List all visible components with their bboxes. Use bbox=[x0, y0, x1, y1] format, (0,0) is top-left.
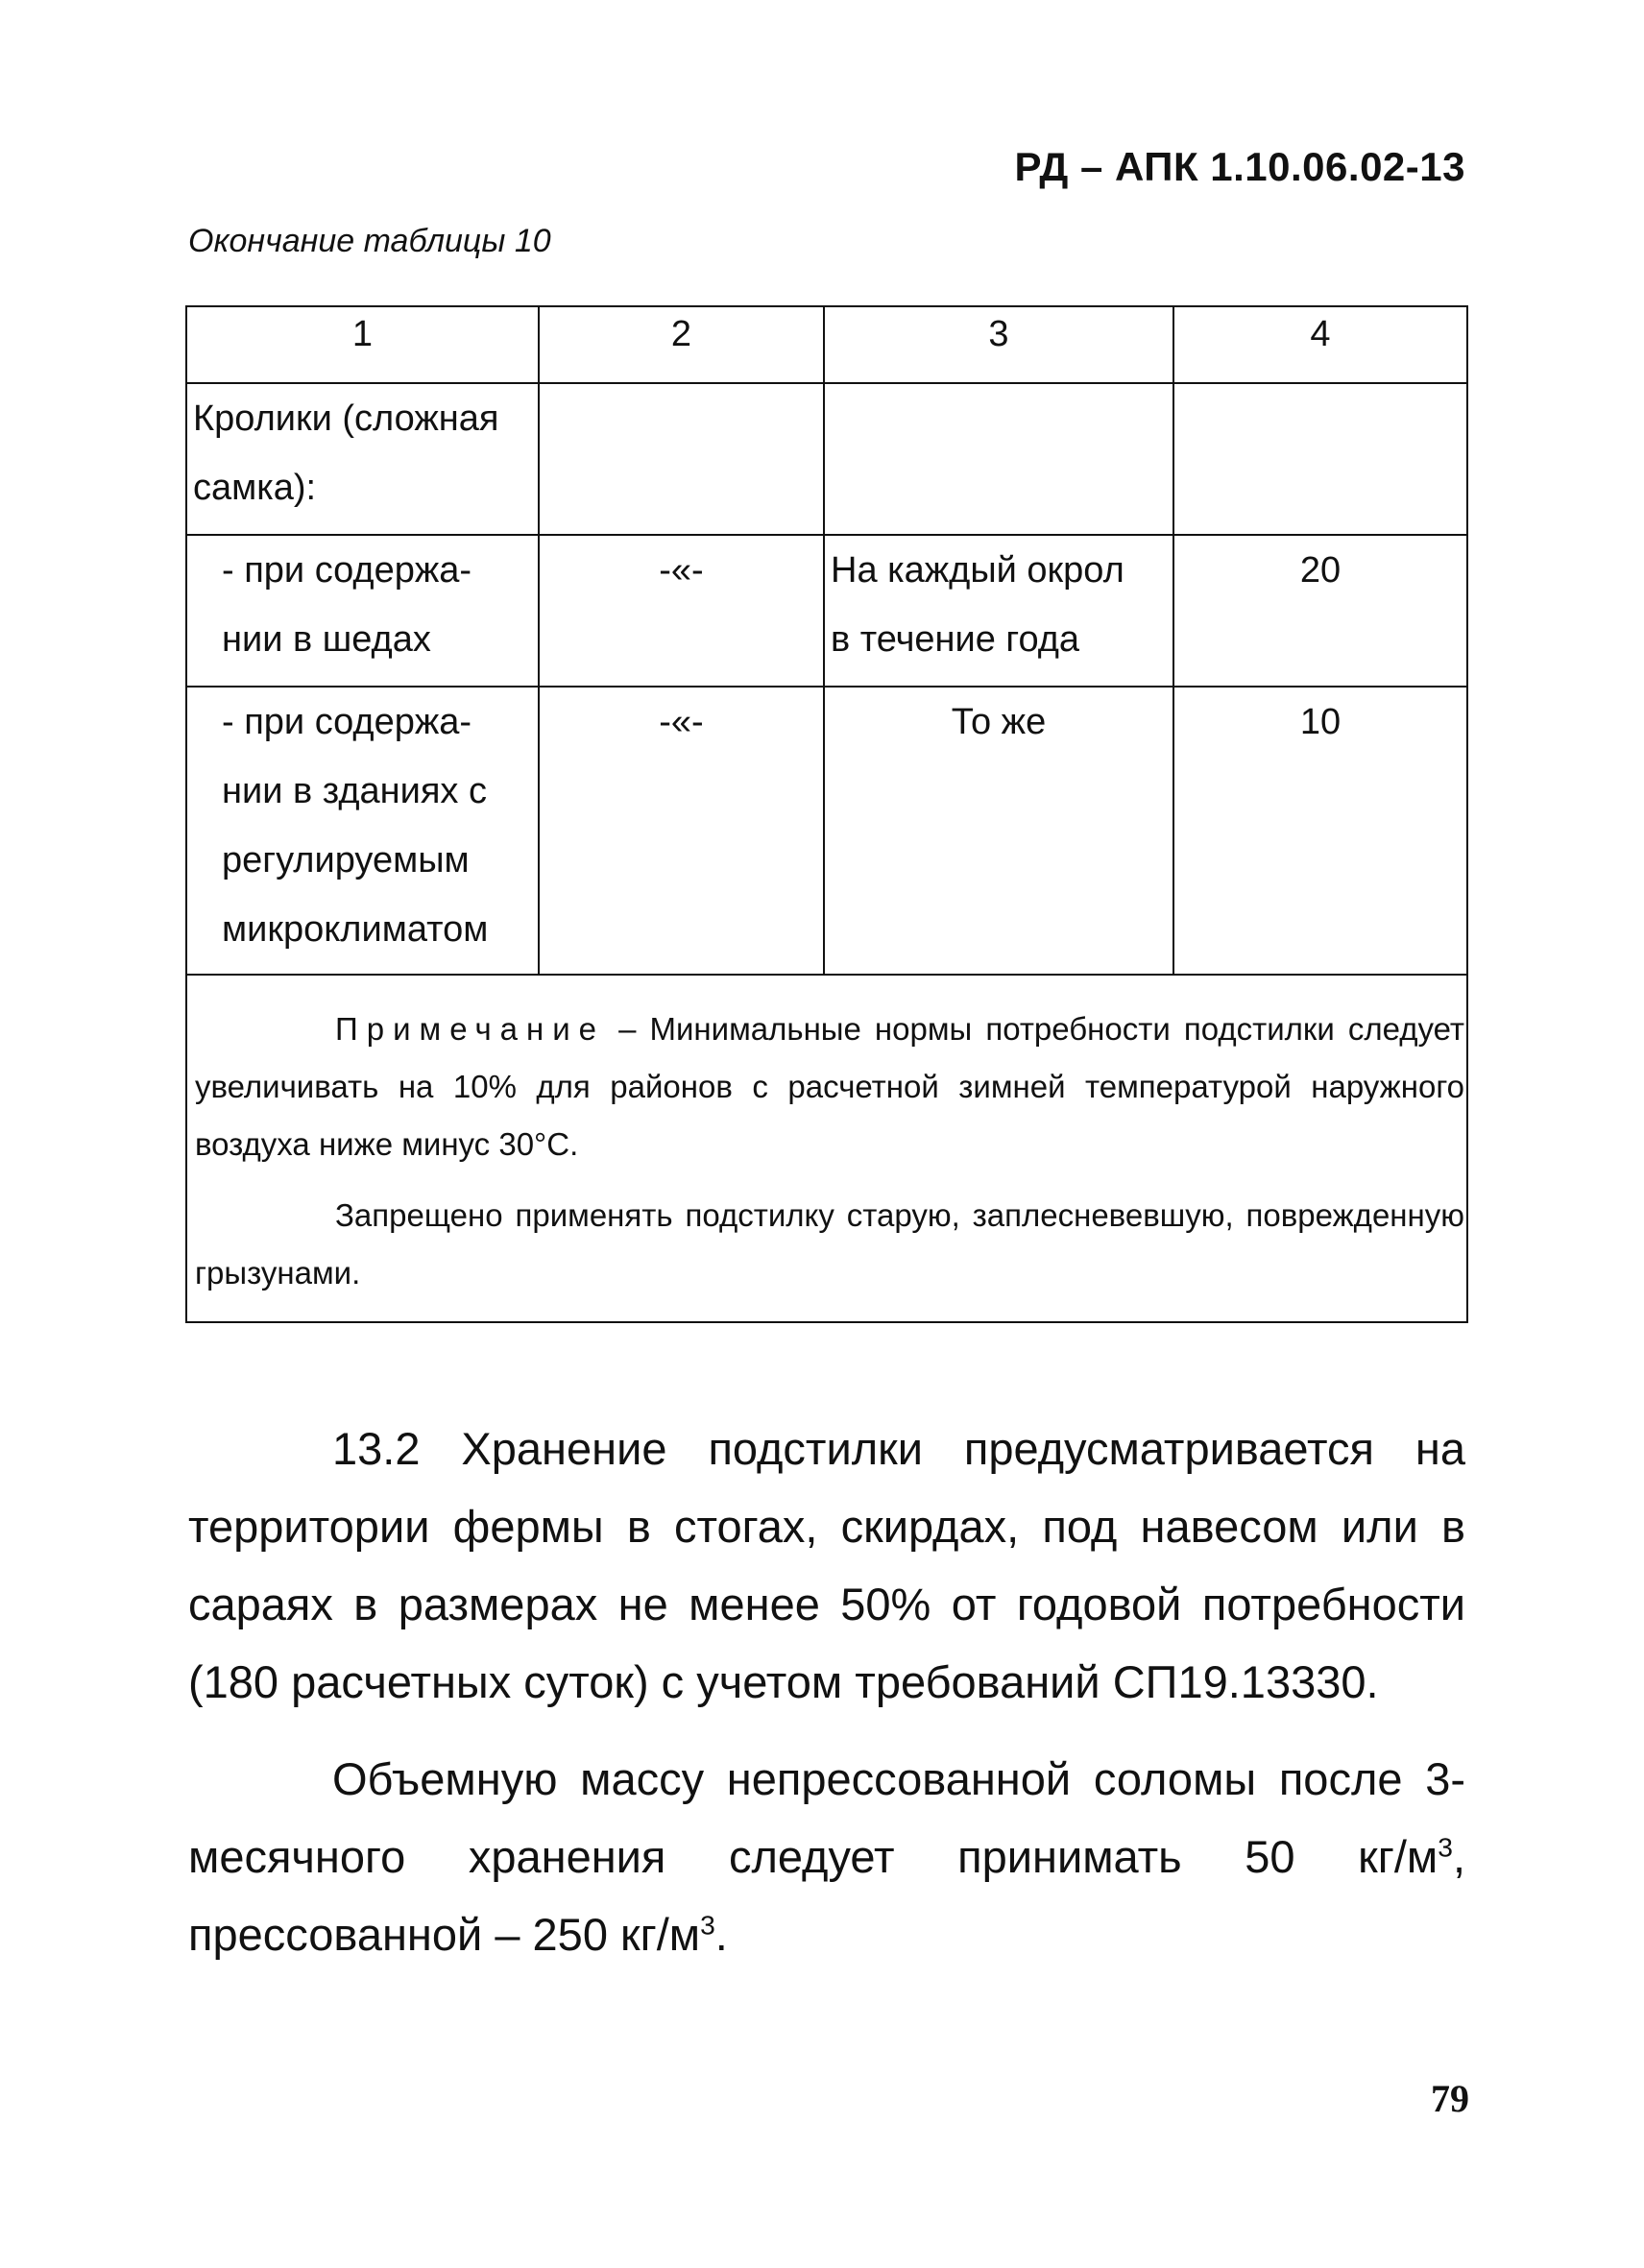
note-dash: – bbox=[605, 1011, 650, 1047]
table-row bbox=[186, 687, 1467, 975]
table-row-group-header bbox=[186, 383, 1467, 535]
column-number: 2 bbox=[539, 306, 824, 383]
row-label-line: - при содержа- bbox=[222, 550, 472, 591]
column-number: 3 bbox=[824, 306, 1173, 383]
note-paragraph bbox=[195, 1001, 1464, 1173]
ditto-cell: -«- bbox=[539, 535, 824, 687]
frequency-line: На каждый окрол bbox=[831, 550, 1124, 591]
note-paragraph: Запрещено применять подстилку старую, заплесневевшую, поврежденную грызунами. bbox=[195, 1197, 1464, 1291]
group-label-cell bbox=[186, 383, 539, 535]
note-cell bbox=[186, 975, 1467, 1322]
group-label-line: самка): bbox=[193, 468, 317, 508]
empty-cell bbox=[539, 383, 824, 535]
table-caption: Окончание таблицы 10 bbox=[188, 223, 551, 259]
frequency-cell bbox=[824, 535, 1173, 687]
note-text: Минимальные нормы потребности подстилки следует увеличивать на 10% для районов с расчетной зимней температурой наружного воздуха ниже минус 30°С. bbox=[195, 1011, 1464, 1162]
note-row bbox=[186, 975, 1467, 1322]
row-label-line: микроклиматом bbox=[222, 909, 489, 950]
ditto-cell: -«- bbox=[539, 687, 824, 975]
note-label: Примечание bbox=[335, 1011, 606, 1047]
frequency-cell: То же bbox=[824, 687, 1173, 975]
row-label-line: - при содержа- bbox=[222, 702, 472, 742]
frequency-line: в течение года bbox=[831, 619, 1080, 660]
document-code: РД – АПК 1.10.06.02-13 bbox=[1014, 144, 1465, 189]
row-label-line: нии в шедах bbox=[222, 619, 431, 660]
row-label-line: регулируемым bbox=[222, 840, 470, 881]
data-table bbox=[185, 305, 1468, 1323]
row-label-cell bbox=[186, 535, 539, 687]
value-cell: 20 bbox=[1173, 535, 1467, 687]
column-number-row bbox=[186, 306, 1467, 383]
group-label-line: Кролики (сложная bbox=[193, 398, 499, 439]
table-row bbox=[186, 535, 1467, 687]
superscript: 3 bbox=[700, 1909, 715, 1941]
bulk-mass-text: . bbox=[714, 1909, 728, 1960]
row-label-line: нии в зданиях с bbox=[222, 771, 487, 811]
row-label-cell bbox=[186, 687, 539, 975]
paragraph-storage: 13.2 Хранение подстилки предусматривается на территории фермы в стогах, скирдах, под навесом или в сараях в размерах не менее 50% от годовой потребности (180 расчетных суток) с учетом требований СП19.13330. bbox=[188, 1423, 1465, 1707]
bulk-mass-text: , прессованной – 250 кг/м bbox=[188, 1831, 1465, 1960]
superscript: 3 bbox=[1438, 1831, 1453, 1863]
column-number: 1 bbox=[186, 306, 539, 383]
empty-cell bbox=[824, 383, 1173, 535]
bulk-mass-text: Объемную массу непрессованной соломы после 3-месячного хранения следует принимать 50 кг/м bbox=[188, 1753, 1465, 1882]
value-cell: 10 bbox=[1173, 687, 1467, 975]
empty-cell bbox=[1173, 383, 1467, 535]
page-number: 79 bbox=[1431, 2077, 1469, 2120]
paragraph-bulk-mass bbox=[188, 1740, 1465, 1973]
column-number: 4 bbox=[1173, 306, 1467, 383]
body-text bbox=[188, 1410, 1465, 1973]
